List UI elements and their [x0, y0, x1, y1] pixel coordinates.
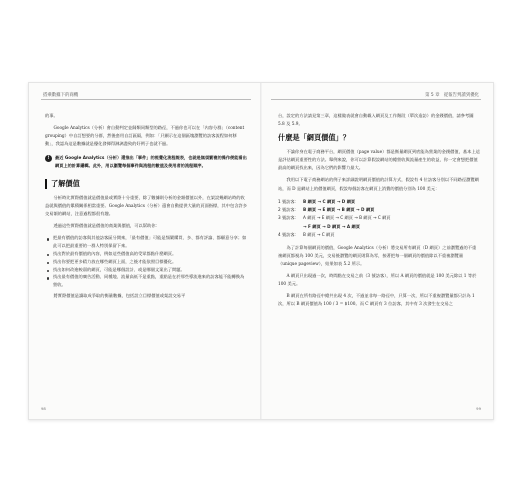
paragraph: A 網頁只出現過一次，時間點在交易之前（3 號訪客），所以 A 網頁的價值就是 100 美元除以 1 等於 100 美元。 — [278, 273, 477, 288]
open-book-spread — [28, 82, 494, 420]
visitor-path-list — [278, 198, 480, 240]
visitor-path — [278, 231, 480, 239]
book-gutter — [260, 83, 262, 419]
bullet-list — [45, 235, 247, 290]
paragraph: 分析時比實際價值就是價值最或實際十分重要，除了數據則分析的金額價值以外，在架設幾網站時的收益就與價值的累積關係相當重要。Google Analytics（分析）還會自動提供大量的頁面指標，其中包含許多交易額的網站，注意過程都很有趣。 — [45, 195, 247, 218]
paragraph: 將實際價值是讀取成爭取的衡量數據，包括設立目標價值或架設交易平 — [53, 293, 186, 299]
page-number-right: 99 — [476, 406, 481, 411]
exclamation-icon: ! — [45, 155, 52, 162]
visitor-path — [278, 214, 480, 222]
visitor-label: 1 號訪客： — [278, 198, 299, 204]
running-header-right: 第 5 章 從報告判讀到優化 — [425, 93, 479, 98]
visitor-route: B 網頁 → E 網頁 → B 網頁 → D 網頁 — [303, 207, 375, 213]
left-page-column — [45, 113, 247, 305]
list-item: 找出你要把更多精力放在哪些網頁上面，之後才能依照目標優化。 — [45, 259, 247, 267]
visitor-route: B 網頁 → C 網頁 — [303, 232, 335, 238]
paragraph: 台，設定的方法請見第三章，這樣做表就會自動載入網頁及工作階段（單次造訪）的金錢價值，請參考圖 5.8 及 5.9。 — [278, 114, 474, 128]
visitor-label: 2 號訪客： — [278, 207, 299, 213]
paragraph: 我用以下電子商務網站的例子來詳細說明網頁價值的計算方式，假設有 4 位訪客分別以不同路徑瀏覽網站，而 D 是網站上的價值網頁，假設每個訪客在網頁上消費的價值分別為 100 美元： — [278, 178, 479, 192]
section-heading: 什麼是「網頁價值」？ — [278, 133, 350, 143]
page-number-left: 98 — [41, 406, 46, 411]
section-heading: 了解價值 — [45, 179, 247, 189]
right-page-column — [278, 113, 480, 313]
visitor-path — [278, 223, 480, 231]
list-item: 找出對於最有價值的內容，例如這些價值高的受眾都點什麼網頁。 — [45, 251, 247, 259]
list-item: 找出最有價值的廣告活動、同種地、流量高低不是重點，重點是在於那些導流進來的訪客能不能轉換為營收。 — [45, 274, 247, 290]
visitor-route: B 網頁 → C 網頁 → D 網頁 — [303, 198, 356, 204]
running-header-left: 搭乘數據下的商機 — [43, 93, 79, 98]
paragraph: 為了計算每個網頁的價值，Google Analytics（分析）將交易所有網頁（D 網頁）之前瀏覽過的不重複網頁都視為 100 美元，交易後瀏覽的網頁則算為零，接著把每一個網頁的價值除以不重複瀏覽量（unique pageview），結果如表 5.2 所示。 — [278, 245, 477, 267]
visitor-label: 4 號訪客： — [278, 232, 299, 238]
visitor-route: → F 網頁 → D 網頁 → A 網頁 — [303, 223, 360, 229]
list-item: 找出如何改進較弱的網頁，可能是哪個設計、或是哪個文案出了問題。 — [45, 267, 247, 275]
visitor-route: A 網頁 → E 網頁 → C 網頁 → B 網頁 → C 網頁 — [303, 215, 391, 221]
visitor-label: 3 號訪客： — [278, 215, 299, 221]
paragraph: 透過這些實際價值就是價值的商業與價值，可以幫助你： — [53, 224, 160, 230]
paragraph: B 網頁在所有路徑中總共出現 4 次，不過並非每一路徑中，只算一次，所以不重複瀏覽量都只計為 1 次，所以 B 網頁價值為 100 / 3 = $100。而 C 網頁有 3 位訪客，其中有 3 次發生在交易之 — [278, 294, 475, 308]
paragraph: 的事。 — [45, 114, 58, 119]
tip-note — [45, 154, 247, 169]
visitor-path — [278, 206, 480, 214]
tip-note-text: 最近 Google Analytics（分析）還推出「事件」的視覺化流程報表，也就是無須繁複的操作便能看出網頁上的計算邏輯。此外，用以瀏覽每個事件與流程的數值及使用者的流程順序。 — [55, 155, 247, 168]
list-item: 把最有價值的訪客與其他訪客區分開來，「最有價值」可能是頻繁購買、多、都有評論、都願意分享；如此可以把最重要的一群人特別保留下來。 — [45, 235, 247, 251]
visitor-path — [278, 198, 480, 206]
paragraph: Google Analytics（分析）會自動判定並歸類同類型的路徑，不過你也可以在「內容分群」（content grouping）中自訂想要的分群，然後套用自訂區隔，例如：「只顯示在這個區塊瀏覽的訪客流程如何移動」，我認為這是數據就是優化發揮得淋漓盡致的好例子也就不過。 — [45, 126, 245, 148]
header-rule-right — [271, 99, 481, 100]
header-rule-left — [41, 99, 251, 100]
paragraph: 不論你身在電子商務平台，網頁價值（page value）都是衡量網頁到底能為營業的金錢價值，基本上這是評估網頁重要性的方法。舉例來說，你可以計算假設網站的總營收與流量產生的收益，你一定會想把價值最高的網頁找出來，因為它們的影響力最大。 — [278, 150, 480, 172]
